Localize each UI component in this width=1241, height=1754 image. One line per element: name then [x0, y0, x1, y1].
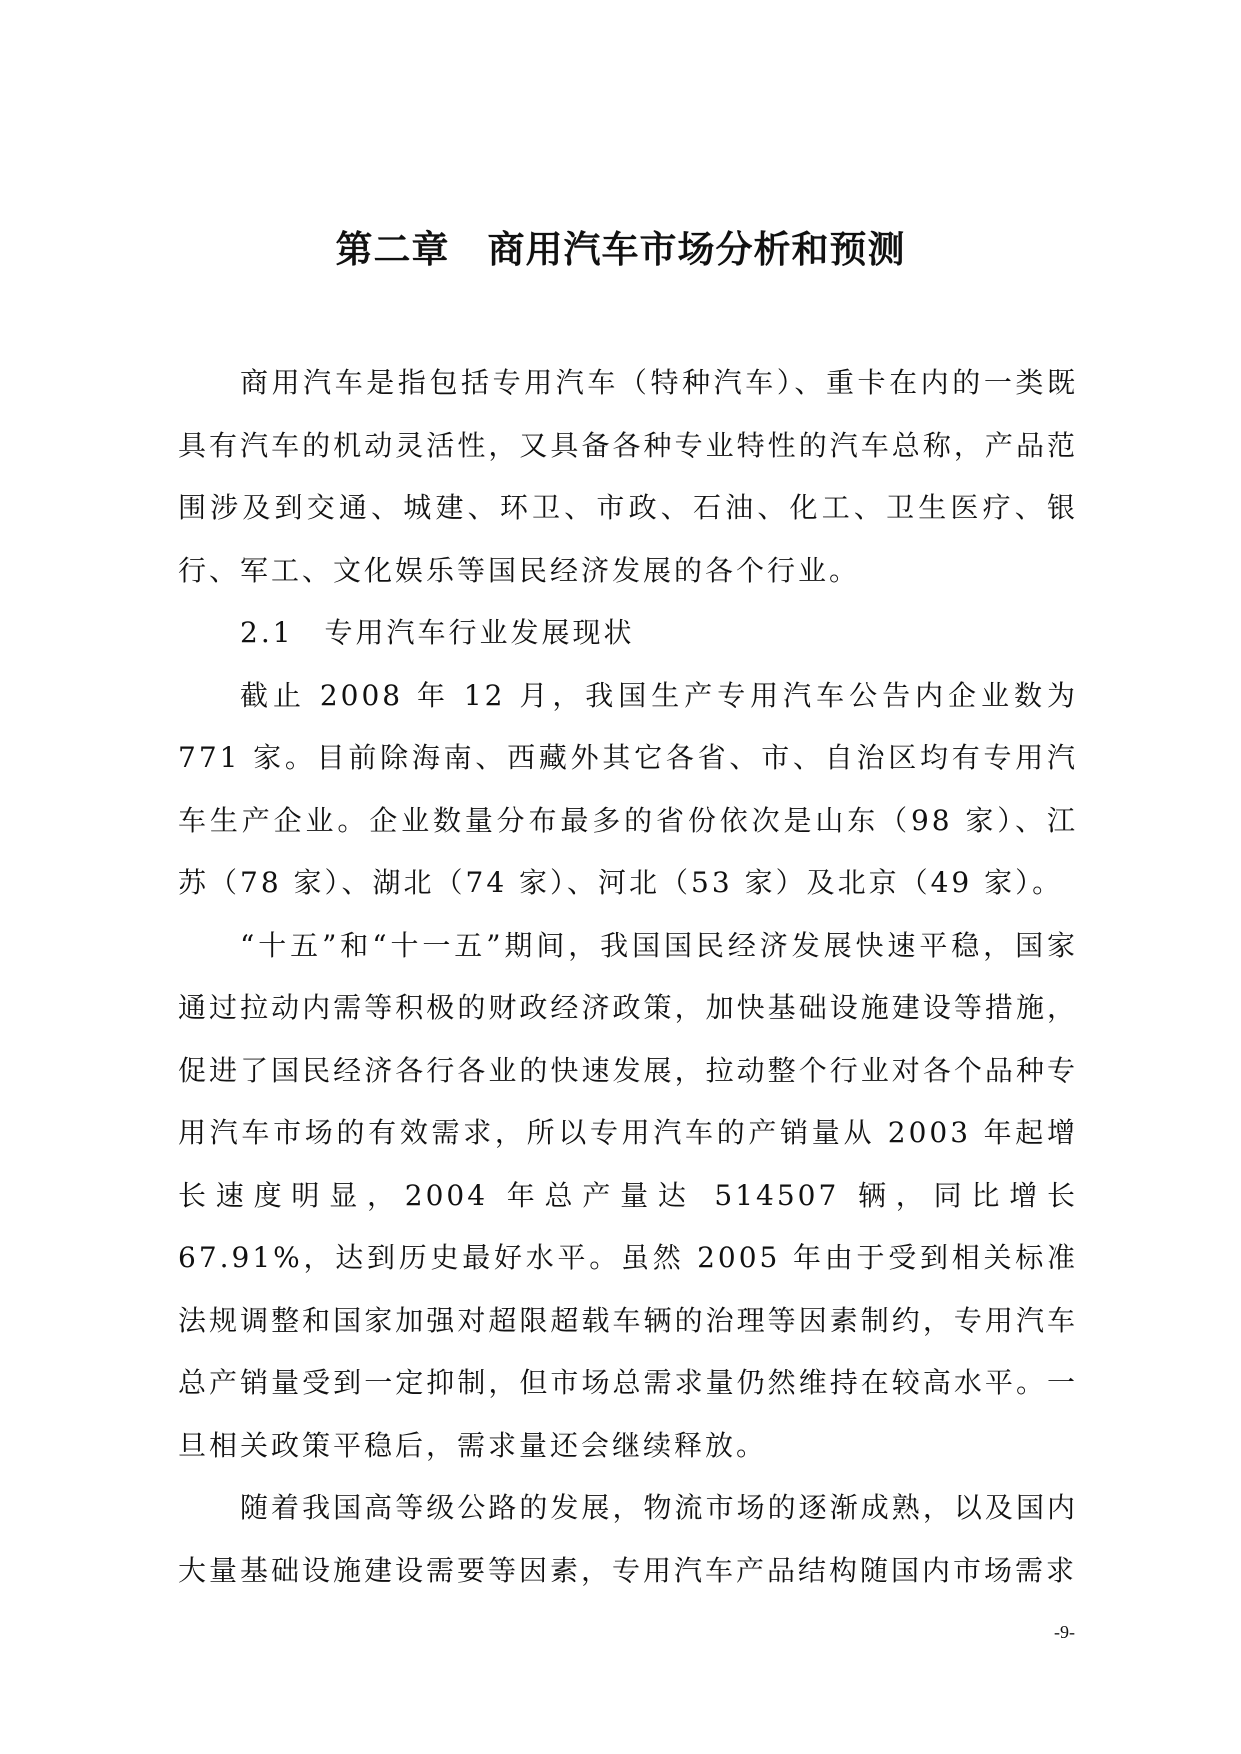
page-number: -9- [1054, 1622, 1075, 1642]
chapter-title: 第二章 商用汽车市场分析和预测 [335, 228, 906, 271]
section-heading-2-1: 2.1 专用汽车行业发展现状 [240, 616, 635, 649]
paragraph-market-growth: “十五”和“十一五”期间，我国国民经济发展快速平稳，国家通过拉动内需等积极的财政经济政策，加快基础设施建设等措施，促进了国民经济各行各业的快速发展，拉动整个行业对各个品种专用汽车市场的有效需求，所以专用汽车的产销量从 2003 年起增长速度明显，2004 年总产量达 514507 辆，同比增长 67.91%，达到历史最好水平。虽然 2005 年由于受到相关标准法规调整和国家加强对超限超载车辆的治理等因素制约，专用汽车总产销量受到一定抑制，但市场总需求量仍然维持在较高水平。一旦相关政策平稳后，需求量还会继续释放。 [178, 928, 1078, 1462]
paragraph-enterprises: 截止 2008 年 12 月，我国生产专用汽车公告内企业数为 771 家。目前除海南、西藏外其它各省、市、自治区均有专用汽车生产企业。企业数量分布最多的省份依次是山东（98 家）、江苏（78 家）、湖北（74 家）、河北（53 家）及北京（49 家）。 [178, 678, 1078, 899]
paragraph-structure: 随着我国高等级公路的发展，物流市场的逐渐成熟，以及国内大量基础设施建设需要等因素，专用汽车产品结构随国内市场需求 [178, 1491, 1078, 1587]
document-body [178, 352, 1078, 1602]
paragraph-intro: 商用汽车是指包括专用汽车（特种汽车）、重卡在内的一类既具有汽车的机动灵活性，又具备各种专业特性的汽车总称，产品范围涉及到交通、城建、环卫、市政、石油、化工、卫生医疗、银行、军工、文化娱乐等国民经济发展的各个行业。 [178, 366, 1078, 587]
